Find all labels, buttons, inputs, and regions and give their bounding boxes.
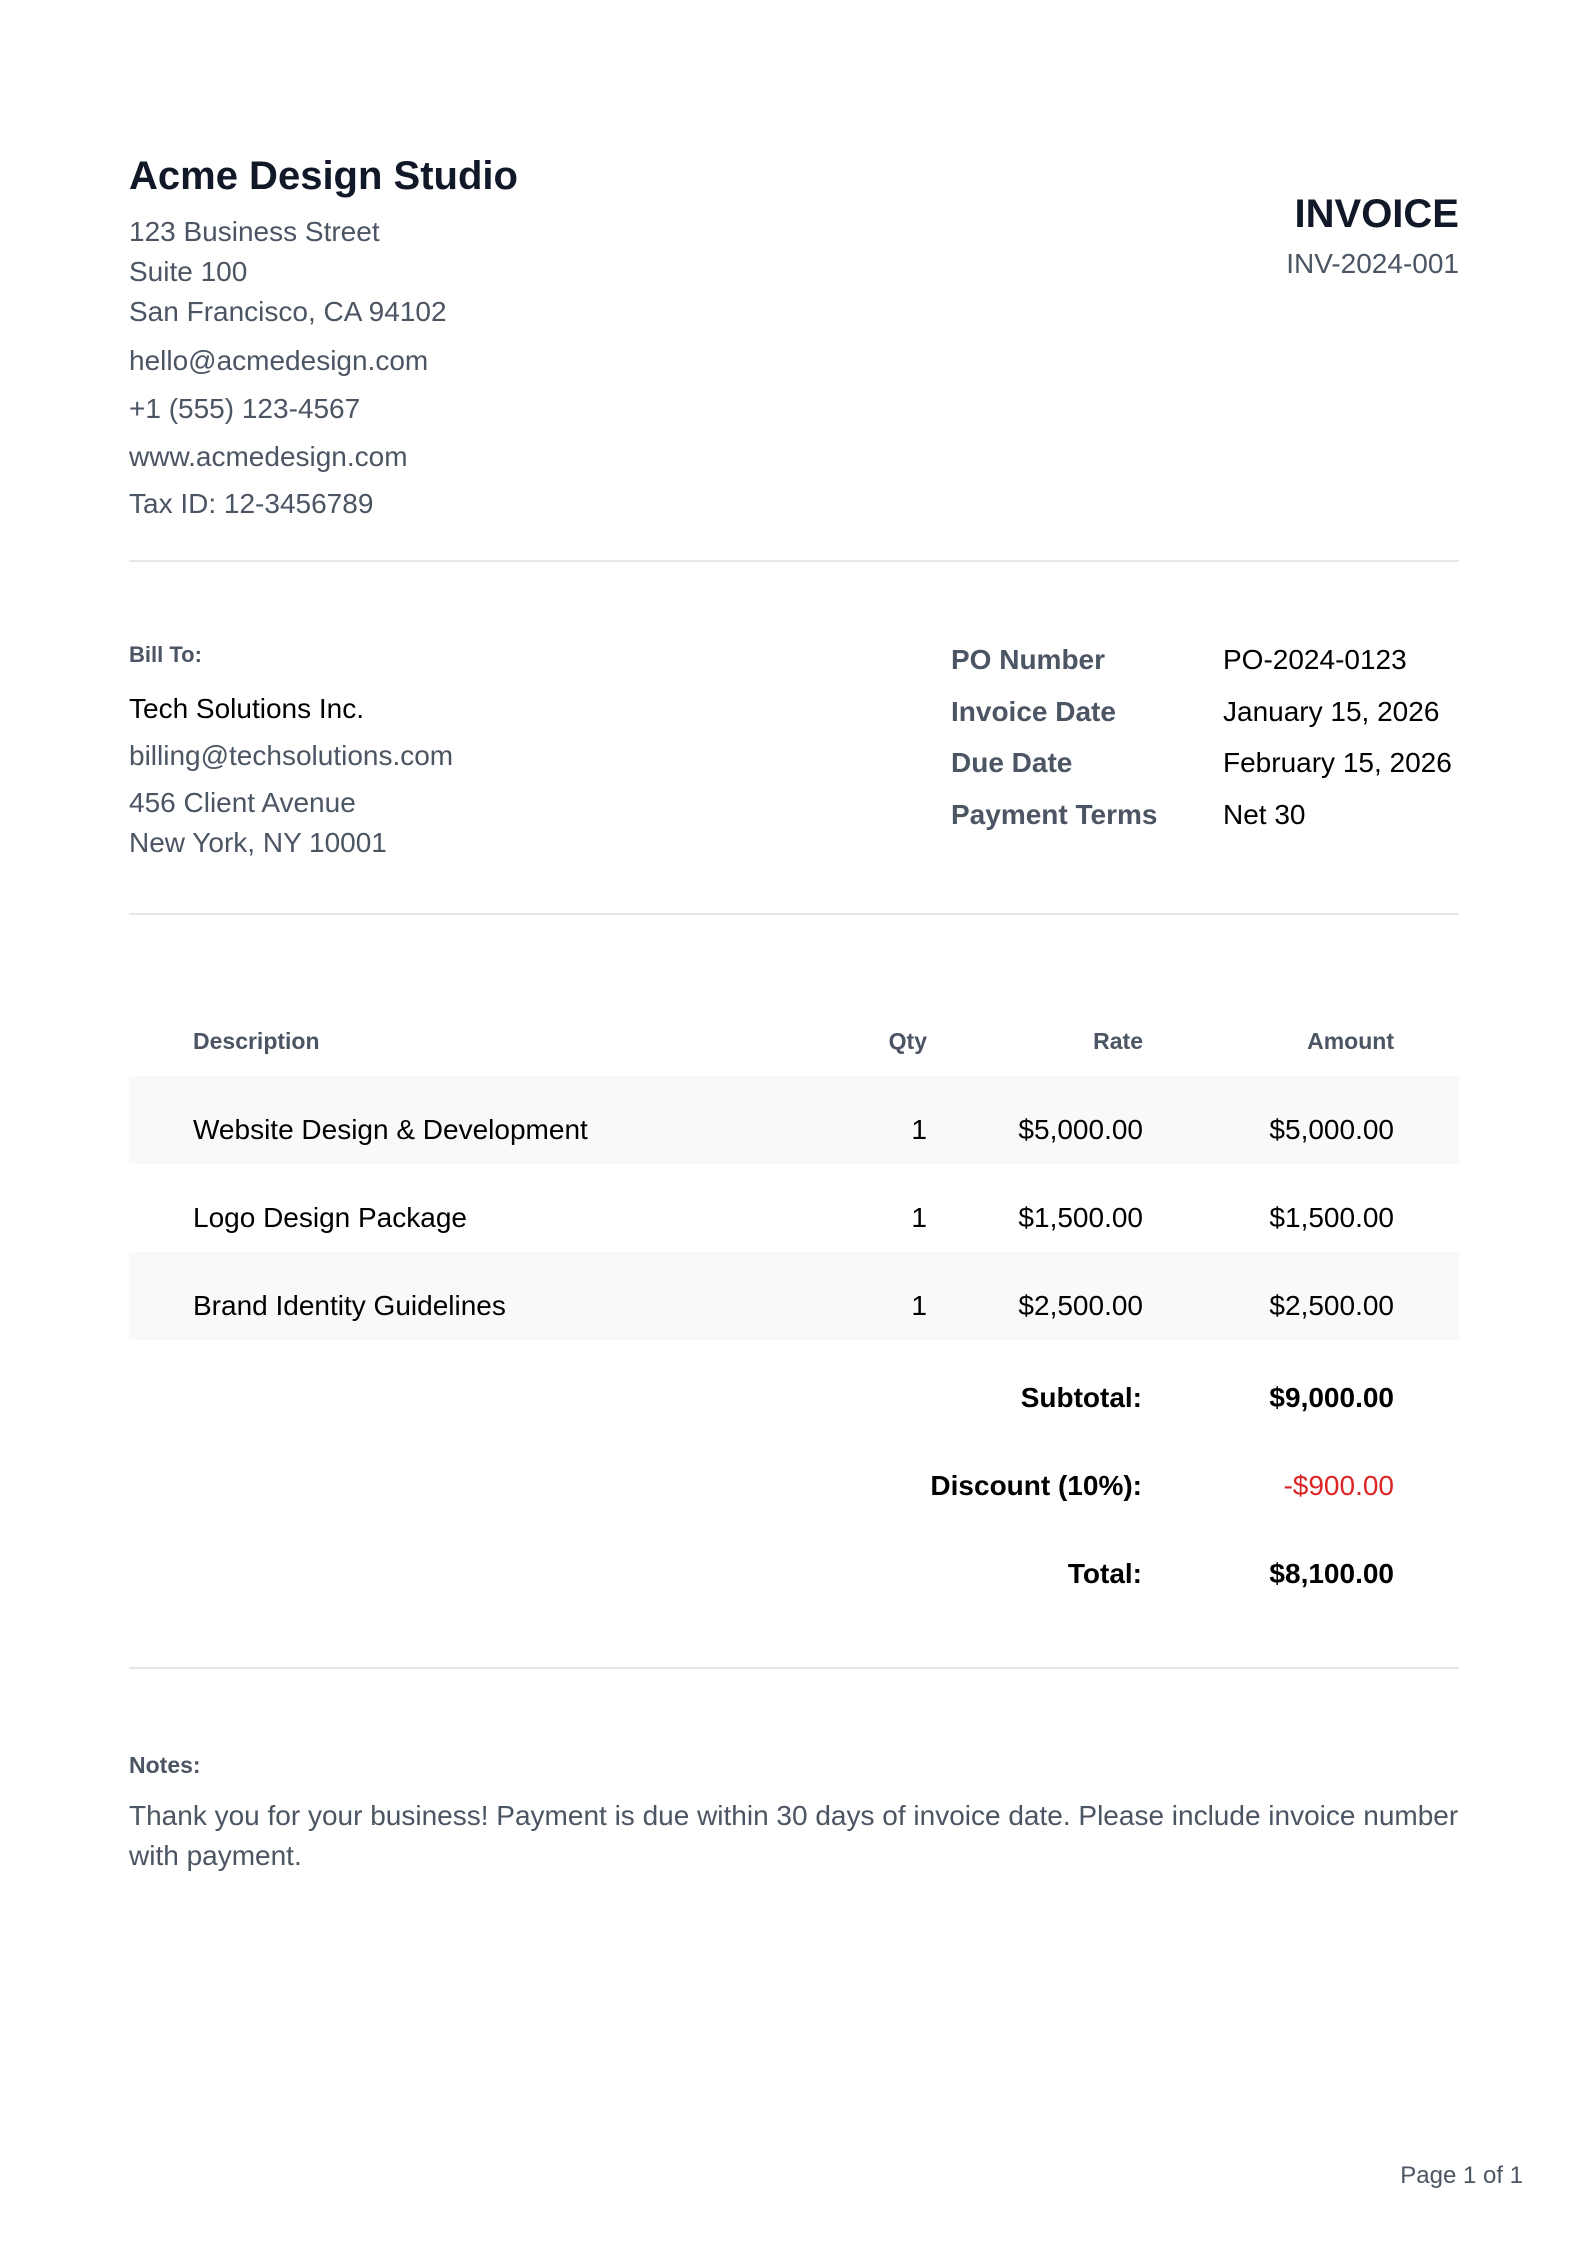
meta-row-invoice-date	[951, 692, 1459, 744]
item-description: Website Design & Development	[193, 1114, 588, 1145]
meta-value: January 15, 2026	[1223, 696, 1440, 727]
item-qty: 1	[911, 1114, 927, 1145]
discount-label: Discount (10%):	[930, 1470, 1142, 1501]
invoice-page	[129, 0, 1459, 2246]
invoice-number: INV-2024-001	[1286, 248, 1459, 279]
total-label: Total:	[1067, 1558, 1142, 1589]
company-address-line-1: 123 Business Street	[129, 216, 380, 247]
invoice-title: INVOICE	[1294, 192, 1459, 236]
divider	[129, 560, 1459, 562]
total-value: $8,100.00	[1269, 1558, 1394, 1589]
item-rate: $1,500.00	[1018, 1202, 1143, 1233]
client-address-line-2: New York, NY 10001	[129, 827, 387, 858]
company-name: Acme Design Studio	[129, 154, 518, 198]
meta-row-payment-terms	[951, 795, 1459, 847]
meta-value: February 15, 2026	[1223, 747, 1452, 778]
bill-to-label: Bill To:	[129, 642, 202, 667]
column-header-qty: Qty	[888, 1028, 927, 1054]
item-description: Brand Identity Guidelines	[193, 1290, 506, 1321]
meta-label: PO Number	[951, 644, 1106, 675]
item-qty: 1	[911, 1290, 927, 1321]
total-row	[129, 1556, 1459, 1644]
page-number: Page 1 of 1	[1400, 2162, 1523, 2189]
client-name: Tech Solutions Inc.	[129, 693, 365, 724]
company-address-line-2: Suite 100	[129, 256, 248, 287]
client-email: billing@techsolutions.com	[129, 740, 454, 771]
column-header-amount: Amount	[1307, 1028, 1394, 1054]
item-amount: $1,500.00	[1269, 1202, 1394, 1233]
table-row	[129, 1252, 1459, 1340]
item-description: Logo Design Package	[193, 1202, 467, 1233]
subtotal-label: Subtotal:	[1020, 1382, 1142, 1413]
subtotal-value: $9,000.00	[1269, 1382, 1394, 1413]
subtotal-row	[129, 1380, 1459, 1468]
divider	[129, 1667, 1459, 1669]
client-address-line-1: 456 Client Avenue	[129, 787, 356, 818]
company-tax-id: Tax ID: 12-3456789	[129, 488, 374, 519]
meta-value: PO-2024-0123	[1223, 644, 1407, 675]
item-amount: $2,500.00	[1269, 1290, 1394, 1321]
divider	[129, 913, 1459, 915]
discount-row	[129, 1468, 1459, 1556]
column-header-rate: Rate	[1093, 1028, 1143, 1054]
discount-value: -$900.00	[1283, 1470, 1394, 1501]
meta-label: Payment Terms	[951, 799, 1158, 830]
company-address-line-3: San Francisco, CA 94102	[129, 296, 447, 327]
notes-label: Notes:	[129, 1752, 201, 1778]
company-email: hello@acmedesign.com	[129, 345, 429, 376]
meta-row-po-number	[951, 640, 1459, 692]
meta-row-due-date	[951, 743, 1459, 795]
company-website: www.acmedesign.com	[129, 441, 408, 472]
item-rate: $2,500.00	[1018, 1290, 1143, 1321]
table-row	[129, 1164, 1459, 1252]
item-qty: 1	[911, 1202, 927, 1233]
item-amount: $5,000.00	[1269, 1114, 1394, 1145]
table-row	[129, 1076, 1459, 1164]
meta-label: Invoice Date	[951, 696, 1116, 727]
item-rate: $5,000.00	[1018, 1114, 1143, 1145]
meta-value: Net 30	[1223, 799, 1306, 830]
column-header-description: Description	[193, 1028, 320, 1054]
notes-text: Thank you for your business! Payment is due within 30 days of invoice date. Please include invoice number with payment.	[129, 1800, 1459, 1871]
meta-label: Due Date	[951, 747, 1073, 778]
company-phone: +1 (555) 123-4567	[129, 393, 361, 424]
